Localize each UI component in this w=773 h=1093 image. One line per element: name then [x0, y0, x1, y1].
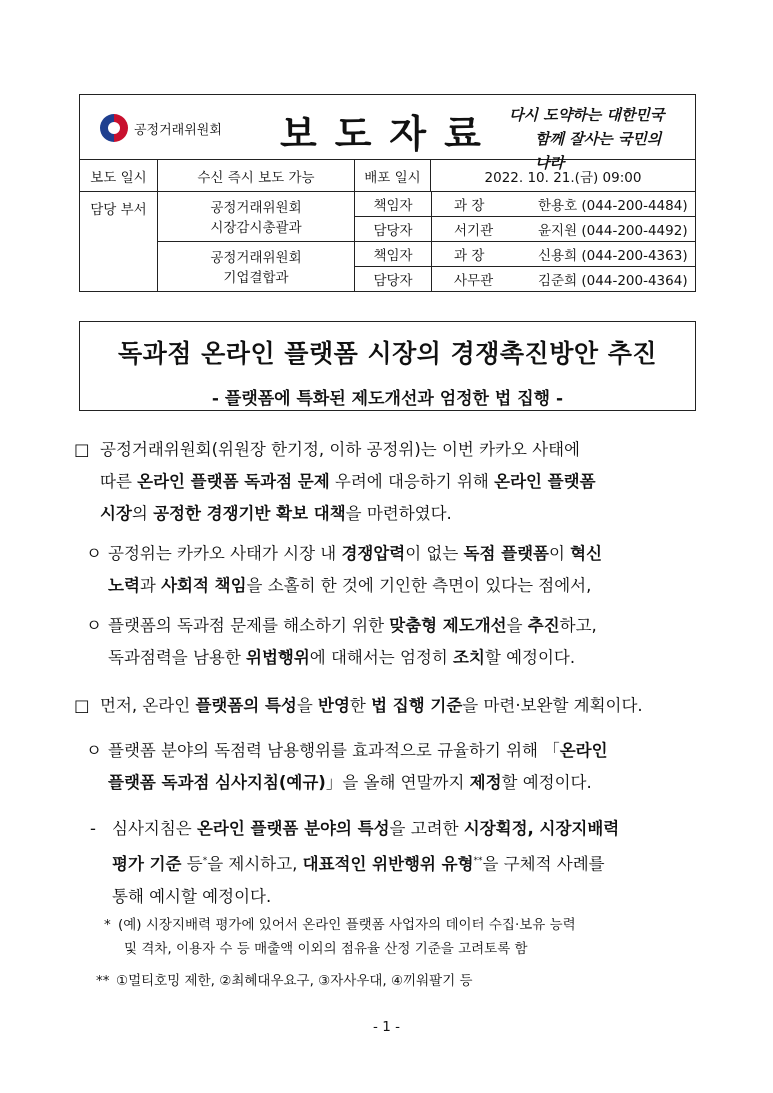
department-group — [158, 192, 695, 242]
text-line: 따른 온라인 플랫폼 독과점 문제 우려에 대응하기 위해 온라인 플랫폼 — [100, 472, 596, 491]
slogan-line-2: 함께 잘사는 국민의 나라 — [535, 130, 662, 172]
paragraph-background — [86, 538, 702, 602]
distribution-value: 2022. 10. 21.(금) 09:00 — [484, 169, 642, 186]
headline-box — [79, 321, 696, 411]
page-number: - 1 - — [373, 1019, 400, 1035]
sub-title: - 플랫폼에 특화된 제도개선과 엄정한 법 집행 - — [211, 389, 564, 409]
contact-label: 담당 부서 — [80, 192, 158, 291]
text-line: 독과점력을 남용한 위법행위에 대해서는 엄정히 조치할 예정이다. — [108, 648, 576, 667]
text-line: 플랫폼 독과점 심사지침(예규)」을 올해 연말까지 제정할 예정이다. — [108, 773, 592, 792]
text-line: 평가 기준 등*을 제시하고, 대표적인 위반행위 유형**을 구체적 사례를 — [112, 854, 605, 874]
text-line: 플랫폼의 독과점 문제를 해소하기 위한 맞춤형 제도개선을 추진하고, — [108, 616, 597, 635]
text-line: 노력과 사회적 책임을 소홀히 한 것에 기인한 측면이 있다는 점에서, — [108, 576, 592, 595]
text-line: ①멀티호밍 제한, ②최혜대우요구, ③자사우대, ④끼워팔기 등 — [116, 973, 473, 989]
paragraph-overview — [74, 434, 702, 530]
text-line: 심사지침은 온라인 플랫폼 분야의 특성을 고려한 시장획정, 시장지배력 — [112, 819, 620, 838]
release-label: 보도 일시 — [80, 160, 158, 191]
footnote-2 — [96, 969, 696, 993]
circle-bullet: ㅇ — [86, 544, 102, 563]
double-asterisk-marker: ** — [96, 973, 110, 989]
text-line: 공정거래위원회(위원장 한기정, 이하 공정위)는 이번 카카오 사태에 — [100, 440, 580, 459]
header-banner — [80, 95, 695, 172]
org-name: 공정거래위원회 — [134, 122, 222, 138]
paragraph-enforcement — [74, 690, 702, 722]
asterisk-marker: * — [104, 917, 111, 933]
doc-type-title: 보도자료 — [280, 112, 499, 156]
circle-bullet: ㅇ — [86, 741, 102, 760]
circle-bullet: ㅇ — [86, 616, 102, 635]
footnote-1 — [104, 913, 704, 961]
ftc-logo — [100, 114, 222, 142]
text-line: (예) 시장지배력 평가에 있어서 온라인 플랫폼 사업자의 데이터 수집·보유 능력 — [118, 917, 576, 933]
square-bullet: □ — [74, 440, 90, 459]
slogan-line-1: 다시 도약하는 대한민국 — [509, 106, 665, 124]
contact-person: 책임자 과 장 신용희 (044-200-4363) — [355, 242, 695, 267]
paragraph-plan — [86, 610, 702, 674]
distribution-label: 배포 일시 — [355, 160, 431, 191]
contact-section — [80, 192, 695, 291]
taegeuk-icon — [100, 114, 128, 142]
paragraph-guideline — [86, 735, 702, 799]
text-line: 통해 예시할 예정이다. — [112, 886, 272, 906]
square-bullet: □ — [74, 696, 90, 715]
paragraph-guideline-detail — [90, 813, 702, 913]
department-group — [158, 242, 695, 291]
contact-person: 담당자 사무관 김준희 (044-200-4364) — [355, 267, 695, 291]
contact-person: 담당자 서기관 윤지원 (044-200-4492) — [355, 217, 695, 241]
text-line: 시장의 공정한 경쟁기반 확보 대책을 마련하였다. — [100, 504, 452, 523]
dash-bullet: - — [90, 819, 96, 838]
main-title: 독과점 온라인 플랫폼 시장의 경쟁촉진방안 추진 — [117, 339, 658, 368]
press-release-header — [79, 94, 696, 292]
government-slogan — [509, 103, 679, 175]
department-name: 공정거래위원회 기업결합과 — [158, 242, 355, 291]
text-line: 및 격차, 이용자 수 등 매출액 이외의 점유율 산정 기준을 고려토록 함 — [124, 941, 528, 957]
text-line: 공정위는 카카오 사태가 시장 내 경쟁압력이 없는 독점 플랫폼이 혁신 — [108, 544, 603, 563]
text-line: 플랫폼 분야의 독점력 남용행위를 효과적으로 규율하기 위해 「온라인 — [108, 741, 608, 760]
text-line: 먼저, 온라인 플랫폼의 특성을 반영한 법 집행 기준을 마련·보완할 계획이다. — [100, 696, 643, 715]
contact-person: 책임자 과 장 한용호 (044-200-4484) — [355, 192, 695, 217]
release-value: 수신 즉시 보도 가능 — [158, 160, 355, 191]
department-name: 공정거래위원회 시장감시총괄과 — [158, 192, 355, 241]
